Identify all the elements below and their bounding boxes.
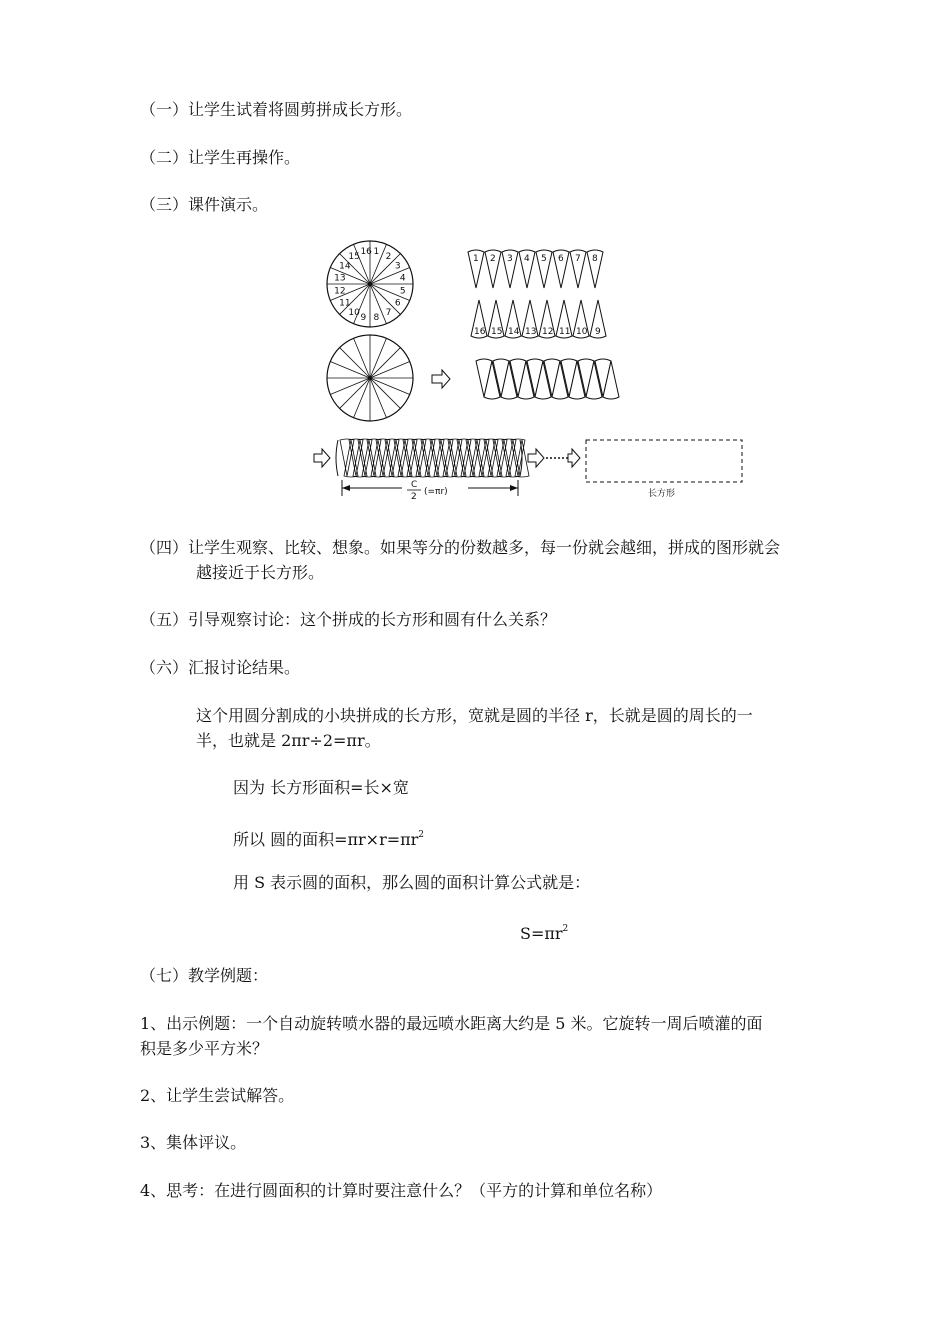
example-question-3: 3、集体评议。	[140, 1133, 247, 1152]
width-label-pi-r: (=πr)	[424, 487, 448, 497]
sector-number: 10	[348, 307, 360, 318]
sector-number: 11	[339, 298, 351, 309]
sector-number: 12	[334, 286, 346, 297]
step-2: （二）让学生再操作。	[140, 148, 301, 167]
sector-number: 16	[360, 247, 372, 258]
example-question-4: 4、思考：在进行圆面积的计算时要注意什么？（平方的计算和单位名称）	[140, 1181, 663, 1200]
circle-to-rectangle-figure	[310, 236, 750, 508]
explanation-line-2: 半，也就是 2πr÷2=πr。	[196, 731, 381, 750]
therefore-exponent: 2	[418, 830, 425, 840]
step-4-line-2: 越接近于长方形。	[196, 563, 325, 582]
therefore-text: 所以 圆的面积=πr×r=πr	[233, 830, 419, 849]
sector-number: 13	[334, 273, 346, 284]
sector-number: 2	[490, 254, 496, 264]
sector-number: 14	[339, 261, 351, 272]
right-arrow-icon	[314, 449, 330, 467]
right-arrow-icon	[432, 370, 450, 388]
example-question-2: 2、让学生尝试解答。	[140, 1086, 295, 1105]
sector-number: 5	[399, 286, 406, 297]
width-label-numerator: C	[411, 480, 418, 490]
step-5: （五）引导观察讨论：这个拼成的长方形和圆有什么关系？	[140, 610, 557, 629]
numbered-circle	[327, 241, 413, 327]
sector-number: 7	[575, 254, 581, 264]
sector-number: 6	[558, 254, 564, 264]
width-dimension	[342, 478, 518, 502]
sector-number: 12	[542, 327, 554, 337]
step-1: （一）让学生试着将圆剪拼成长方形。	[140, 100, 413, 119]
sector-row-combined	[476, 359, 619, 399]
because-line: 因为 长方形面积=长×宽	[233, 778, 409, 797]
sector-row-bottom	[471, 300, 606, 338]
using-s-line: 用 S 表示圆的面积，那么圆的面积计算公式就是：	[233, 873, 591, 892]
sector-number: 2	[385, 252, 392, 263]
sector-number: 1	[473, 254, 479, 264]
sector-number: 5	[541, 254, 547, 264]
example-question-1-line-1: 1、出示例题：一个自动旋转喷水器的最远喷水距离大约是 5 米。它旋转一周后喷灌的面	[140, 1014, 763, 1033]
dashed-rectangle	[586, 440, 742, 482]
sector-number: 4	[524, 254, 530, 264]
sector-number: 13	[525, 327, 537, 337]
sector-number: 1	[373, 247, 380, 258]
step-6: （六）汇报讨论结果。	[140, 658, 301, 677]
sector-number: 14	[508, 327, 520, 337]
therefore-line	[233, 824, 424, 851]
sector-number: 3	[507, 254, 513, 264]
sector-number: 4	[399, 273, 406, 284]
sector-number: 15	[491, 327, 503, 337]
figure-svg	[310, 236, 750, 508]
explanation-line-1: 这个用圆分割成的小块拼成的长方形，宽就是圆的半径 r，长就是圆的周长的一	[196, 706, 753, 725]
sector-number: 15	[348, 252, 360, 263]
width-label-denominator: 2	[411, 492, 417, 502]
sector-row-top	[468, 250, 603, 288]
sector-number: 8	[592, 254, 598, 264]
sector-number: 7	[385, 307, 392, 318]
sector-number: 11	[559, 327, 571, 337]
example-heading: （七）教学例题：	[140, 966, 269, 985]
sector-number: 9	[360, 312, 367, 323]
dotted-arrow-icon	[528, 449, 580, 467]
example-question-1-line-2: 积是多少平方米？	[140, 1039, 269, 1058]
sector-number: 6	[394, 298, 401, 309]
circle-center	[368, 282, 372, 286]
sector-number: 16	[474, 327, 486, 337]
circle-center	[368, 376, 372, 380]
many-sector-strip	[336, 439, 529, 477]
formula-text: S=πr	[520, 924, 563, 943]
formula-exponent: 2	[562, 924, 569, 934]
sector-number: 8	[373, 312, 380, 323]
sector-number: 10	[576, 327, 588, 337]
sector-number: 3	[394, 261, 401, 272]
step-3: （三）课件演示。	[140, 195, 269, 214]
sector-number: 9	[595, 327, 601, 337]
area-formula	[520, 918, 568, 945]
plain-circle	[327, 335, 413, 421]
rectangle-label: 长方形	[648, 489, 676, 499]
step-4-line-1: （四）让学生观察、比较、想象。如果等分的份数越多，每一份就会越细，拼成的图形就会	[140, 538, 781, 557]
